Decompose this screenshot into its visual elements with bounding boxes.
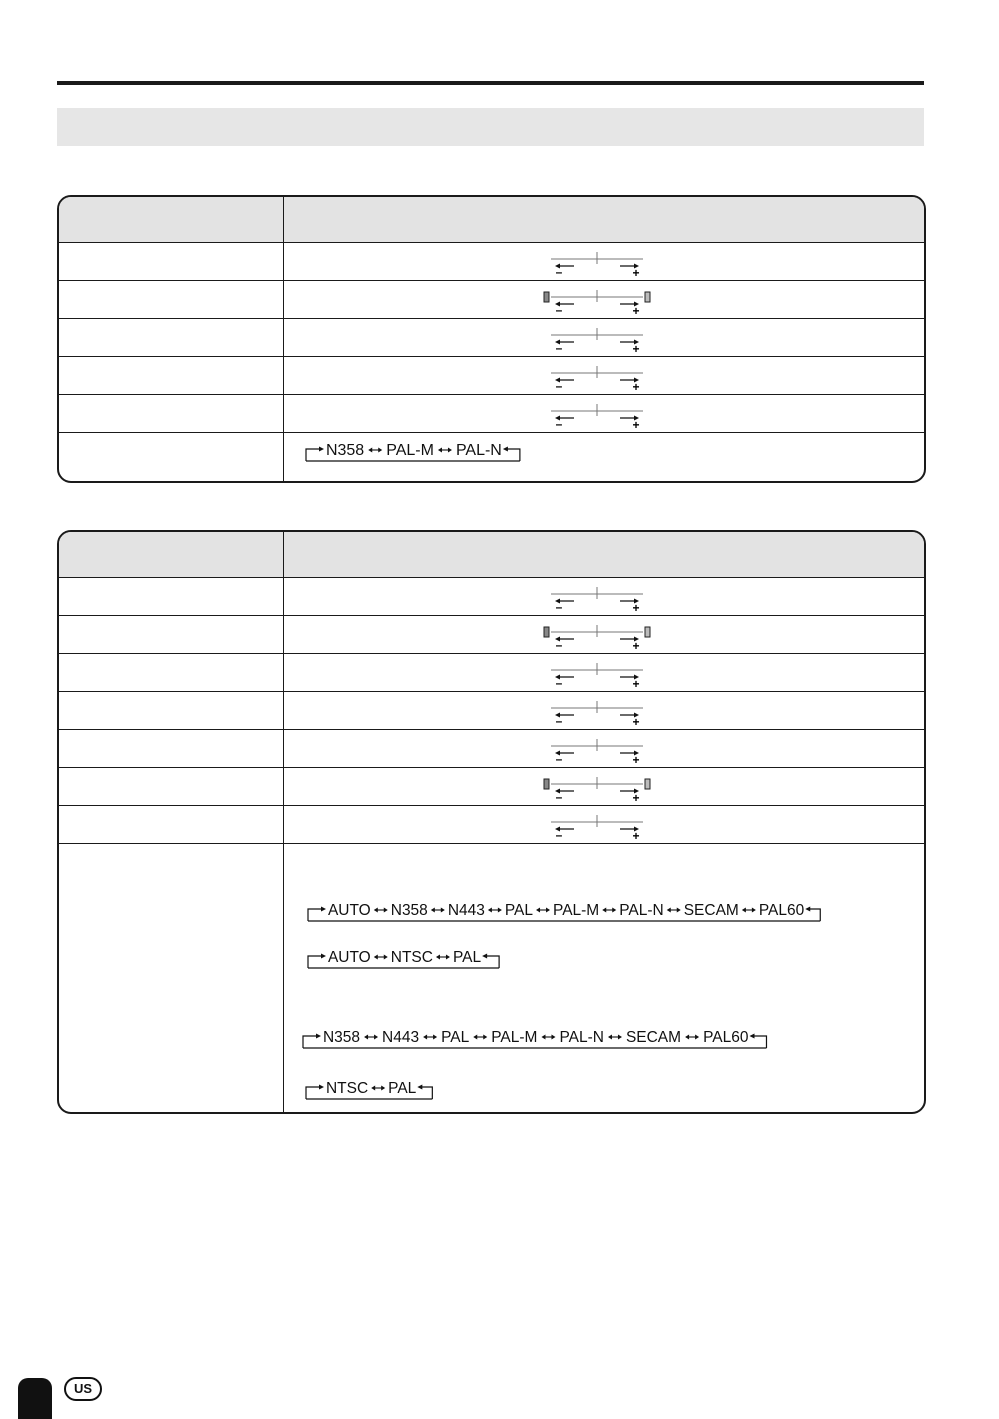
section-title-band	[57, 108, 924, 146]
table-row	[59, 394, 924, 432]
sequence-item: AUTO	[327, 901, 371, 919]
sequence-item: PAL-M	[491, 1029, 538, 1046]
minus-label: –	[555, 341, 563, 355]
adjustment-bar	[540, 359, 652, 393]
loop-arrow-icon	[503, 447, 508, 452]
table-row	[59, 578, 924, 615]
plus-label: +	[632, 266, 640, 279]
max-marker	[645, 292, 650, 302]
sequence-item: N358	[322, 1029, 361, 1046]
adjustment-bar	[540, 397, 652, 431]
adjustment-bar	[540, 732, 652, 766]
sequence-item: PAL60	[703, 1029, 749, 1046]
minus-label: –	[555, 379, 563, 393]
sequence-item: NTSC	[325, 1079, 369, 1097]
adjustment-bar	[540, 770, 652, 804]
loop-arrow-icon	[417, 1085, 422, 1090]
plus-label: +	[632, 601, 640, 614]
minus-label: –	[555, 828, 563, 842]
table-header	[59, 197, 924, 243]
plus-label: +	[632, 380, 640, 393]
minus-label: –	[555, 676, 563, 690]
loop-end-line	[485, 956, 499, 968]
table-row	[59, 843, 924, 1112]
page-number-tab	[18, 1378, 52, 1419]
loop-arrow-icon	[321, 954, 326, 959]
adjustment-bar	[540, 694, 652, 728]
minus-label: –	[555, 303, 563, 317]
table-row	[59, 691, 924, 729]
table-row	[59, 653, 924, 691]
adjustment-bar	[540, 321, 652, 355]
sequence-item: PAL-M	[386, 441, 434, 459]
minus-label: –	[555, 790, 563, 804]
color-system-sequence-1	[306, 900, 824, 926]
sequence-item: NTSC	[390, 948, 433, 966]
sequence-item: N358	[325, 441, 365, 459]
plus-label: +	[632, 639, 640, 652]
loop-arrow-icon	[316, 1034, 321, 1039]
plus-label: +	[632, 677, 640, 690]
sequence-item: PAL-M	[553, 901, 600, 919]
table-row	[59, 767, 924, 805]
loop-arrow-icon	[319, 447, 324, 452]
table-row	[59, 729, 924, 767]
sequence-item: N443	[447, 901, 485, 919]
adjustment-table-1	[57, 195, 926, 483]
loop-end-line	[506, 449, 520, 461]
adjustment-bar	[540, 808, 652, 842]
table-row	[59, 318, 924, 356]
loop-arrow-icon	[749, 1034, 754, 1039]
adjustment-table-2	[57, 530, 926, 1114]
loop-start-line	[306, 449, 321, 461]
sequence-item: PAL-N	[619, 901, 664, 919]
table-row	[59, 280, 924, 318]
table-row	[59, 615, 924, 653]
sequence-item: PAL60	[758, 901, 805, 919]
adjustment-bar	[540, 245, 652, 279]
sequence-item: PAL	[388, 1079, 417, 1097]
min-marker	[544, 292, 549, 302]
table-header	[59, 532, 924, 578]
minus-label: –	[555, 417, 563, 431]
plus-label: +	[632, 829, 640, 842]
sequence-item: N358	[390, 901, 428, 919]
top-rule	[57, 81, 924, 85]
sequence-item: SECAM	[625, 1029, 682, 1046]
plus-label: +	[632, 304, 640, 317]
sequence-item: PAL	[441, 1029, 470, 1046]
plus-label: +	[632, 715, 640, 728]
minus-label: –	[555, 600, 563, 614]
minus-label: –	[555, 752, 563, 766]
loop-start-line	[306, 1087, 321, 1099]
min-marker	[544, 627, 549, 637]
minus-label: –	[555, 638, 563, 652]
color-system-sequence-4	[304, 1078, 436, 1104]
adjustment-bar	[540, 656, 652, 690]
loop-arrow-icon	[482, 954, 487, 959]
sequence-item: N443	[382, 1029, 420, 1046]
sequence-item: PAL-N	[455, 441, 502, 459]
table-row	[59, 243, 924, 280]
sequence-item: PAL	[452, 948, 482, 966]
sequence-item: AUTO	[327, 948, 371, 966]
loop-arrow-icon	[805, 907, 810, 912]
loop-arrow-icon	[321, 907, 326, 912]
loop-start-line	[308, 956, 323, 968]
sequence-item: PAL	[504, 901, 534, 919]
loop-start-line	[303, 1036, 318, 1048]
adjustment-bar	[540, 618, 652, 652]
plus-label: +	[632, 418, 640, 431]
max-marker	[645, 627, 650, 637]
min-marker	[544, 779, 549, 789]
adjustment-bar	[540, 283, 652, 317]
minus-label: –	[555, 265, 563, 279]
region-badge: US	[64, 1377, 102, 1401]
plus-label: +	[632, 753, 640, 766]
table-row	[59, 356, 924, 394]
loop-end-line	[752, 1036, 766, 1048]
loop-start-line	[308, 909, 323, 921]
plus-label: +	[632, 342, 640, 355]
color-system-sequence	[304, 440, 524, 466]
table-row	[59, 805, 924, 843]
minus-label: –	[555, 714, 563, 728]
sequence-item: SECAM	[683, 901, 739, 919]
color-system-sequence-3	[301, 1027, 770, 1053]
adjustment-bar	[540, 580, 652, 614]
color-system-sequence-2	[306, 947, 503, 973]
max-marker	[645, 779, 650, 789]
loop-arrow-icon	[319, 1085, 324, 1090]
plus-label: +	[632, 791, 640, 804]
sequence-item: PAL-N	[559, 1029, 604, 1046]
table-row	[59, 432, 924, 481]
